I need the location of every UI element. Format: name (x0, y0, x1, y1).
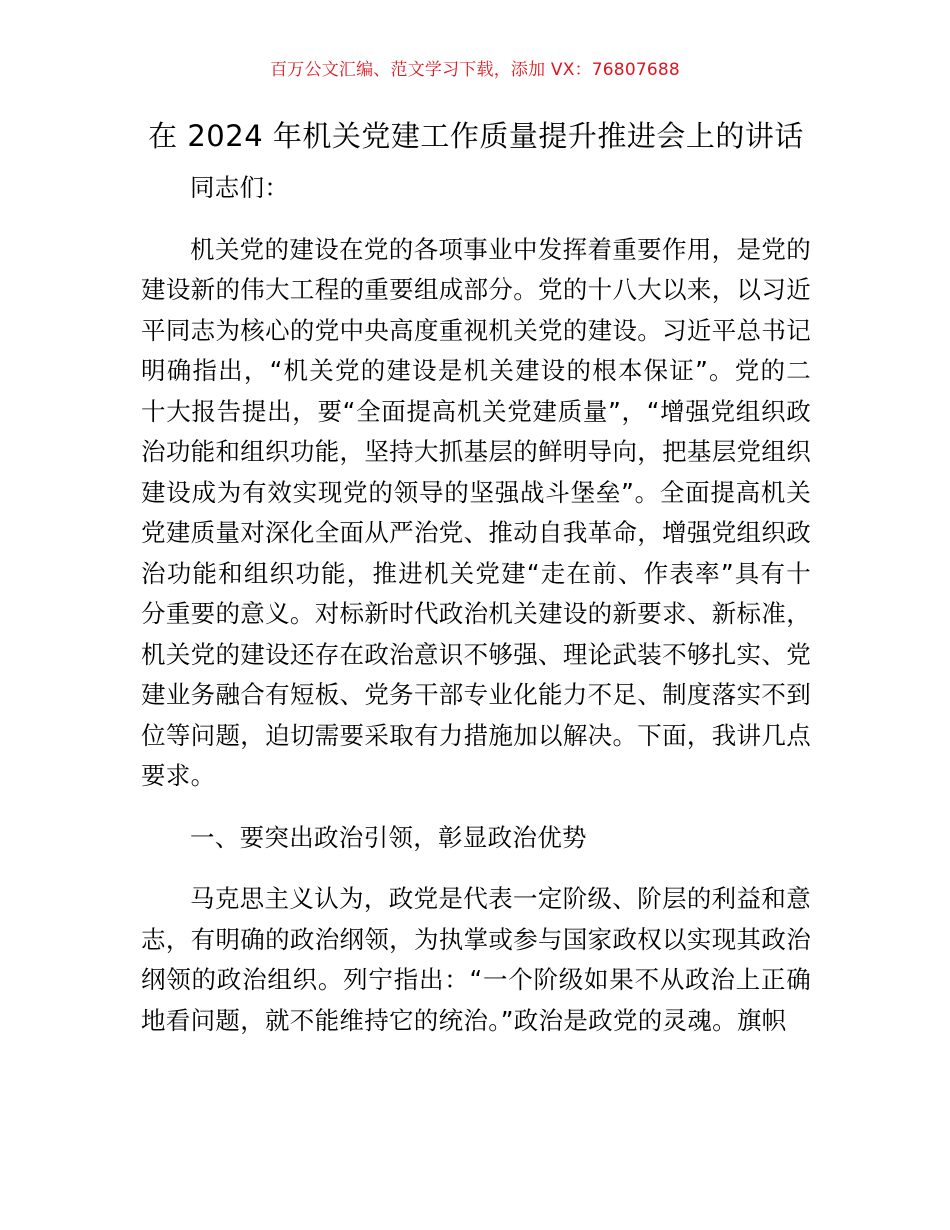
section-heading-1: 一、要突出政治引领，彰显政治优势 (190, 822, 587, 852)
greeting: 同志们： (190, 173, 290, 202)
section-1-paragraph: 马克思主义认为，政党是代表一定阶级、阶层的利益和意志，有明确的政治纲领，为执掌或参与国家政权以实现其政治纲领的政治组织。列宁指出：“一个阶级如果不从政治上正确地看问题，就不能维持它的统治。”政治是政党的灵魂。旗帜 (141, 884, 811, 1035)
document-title: 在 2024 年机关党建工作质量提升推进会上的讲话 (148, 119, 804, 153)
intro-paragraph: 机关党的建设在党的各项事业中发挥着重要作用，是党的建设新的伟大工程的重要组成部分。党的十八大以来，以习近平同志为核心的党中央高度重视机关党的建设。习近平总书记明确指出，“机关党的建设是机关建设的根本保证”。党的二十大报告提出，要“全面提高机关党建质量”，“增强党组织政治功能和组织功能，坚持大抓基层的鲜明导向，把基层党组织建设成为有效实现党的领导的坚强战斗堡垒”。全面提高机关党建质量对深化全面从严治党、推动自我革命，增强党组织政治功能和组织功能，推进机关党建“走在前、作表率”具有十分重要的意义。对标新时代政治机关建设的新要求、新标准，机关党的建设还存在政治意识不够强、理论武装不够扎实、党建业务融合有短板、党务干部专业化能力不足、制度落实不到位等问题，迫切需要采取有力措施加以解决。下面，我讲几点要求。 (141, 234, 811, 790)
document-page (141, 114, 811, 1041)
watermark-banner: 百万公文汇编、范文学习下载，添加 VX：76807688 (270, 60, 680, 80)
